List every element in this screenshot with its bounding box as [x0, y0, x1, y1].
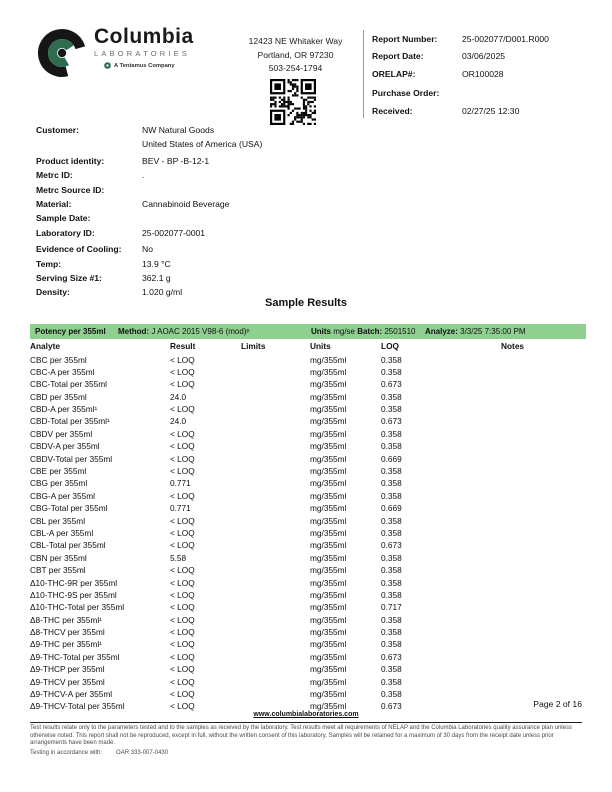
value-cell — [241, 663, 310, 675]
value-cell: mg/355ml — [310, 540, 347, 551]
sample-info-row — [36, 137, 581, 151]
table-row — [30, 577, 586, 589]
value-cell: mg/355ml — [310, 441, 347, 452]
value-cell — [241, 465, 310, 477]
table-row — [30, 539, 586, 551]
value-cell: mg/355ml — [310, 676, 347, 687]
value-cell: mg/355ml — [310, 651, 347, 662]
value-cell — [241, 589, 310, 601]
header-divider — [363, 30, 364, 118]
value-cell: mg/355ml — [310, 602, 347, 613]
value-cell — [241, 502, 310, 514]
value-cell — [241, 428, 310, 440]
value-cell — [501, 391, 586, 403]
value-cell — [501, 366, 586, 378]
analyte-cell: Δ8-THC per 355ml¹ — [30, 614, 102, 625]
analyte-cell: CBDV per 355ml — [30, 428, 93, 439]
value-cell: < LOQ — [170, 527, 195, 538]
value-cell: 0.771 — [170, 503, 191, 514]
columbia-logo — [36, 26, 194, 80]
address-line: 503-254-1794 — [268, 63, 323, 73]
analyte-cell: CBD-Total per 355ml¹ — [30, 416, 110, 427]
table-row — [30, 601, 586, 613]
analyte-cell: CBDV-A per 355ml — [30, 441, 100, 452]
table-row — [30, 552, 586, 564]
report-info-label: Received: — [372, 105, 413, 116]
analyte-cell: CBE per 355ml — [30, 466, 87, 477]
value-cell: < LOQ — [170, 614, 195, 625]
value-cell — [501, 614, 586, 626]
value-cell: mg/355ml — [310, 664, 347, 675]
value-cell: < LOQ — [170, 676, 195, 687]
value-cell: < LOQ — [170, 428, 195, 439]
analyte-cell: CBG-Total per 355ml — [30, 503, 108, 514]
value-cell — [501, 403, 586, 415]
logo-brand: Columbia — [94, 25, 194, 48]
report-info-label: Report Date: — [372, 51, 424, 62]
sample-info-row — [36, 226, 581, 240]
table-row — [30, 453, 586, 465]
value-cell — [501, 490, 586, 502]
column-header: LOQ — [381, 341, 399, 352]
value-cell: mg/355ml — [310, 689, 347, 700]
sample-info-row — [36, 242, 581, 256]
value-cell: mg/355ml — [310, 428, 347, 439]
sample-info-label: Metrc ID: — [36, 170, 73, 181]
report-info-label: Purchase Order: — [372, 88, 440, 99]
value-cell: mg/355ml — [310, 552, 347, 563]
value-cell: 0.358 — [381, 366, 402, 377]
value-cell: mg/355ml — [310, 453, 347, 464]
value-cell — [501, 440, 586, 452]
value-cell — [241, 490, 310, 502]
analyte-cell: CBL per 355ml — [30, 515, 86, 526]
table-row — [30, 564, 586, 576]
analyte-cell: CBG per 355ml — [30, 478, 88, 489]
value-cell — [241, 515, 310, 527]
logo-subtitle: LABORATORIES — [94, 49, 191, 58]
value-cell: mg/355ml — [310, 627, 347, 638]
value-cell — [241, 601, 310, 613]
table-row — [30, 354, 586, 366]
results-table — [30, 324, 586, 713]
value-cell: < LOQ — [170, 490, 195, 501]
testing-accordance: Testing in accordance with: OAR 333-007-0430 — [30, 749, 169, 756]
report-info-row — [372, 48, 586, 65]
analyte-cell: Δ8-THCV per 355ml — [30, 627, 105, 638]
value-cell: 0.358 — [381, 391, 402, 402]
value-cell: < LOQ — [170, 664, 195, 675]
value-cell: < LOQ — [170, 441, 195, 452]
tentamus-icon — [104, 62, 111, 69]
value-cell: < LOQ — [170, 689, 195, 700]
band-analyze: Analyze: 3/3/25 7:35:00 PM — [425, 327, 526, 336]
value-cell: 0.669 — [381, 453, 402, 464]
sample-info-value: 13.9 °C — [142, 258, 171, 269]
value-cell — [501, 651, 586, 663]
column-header: Result — [170, 341, 196, 352]
analyte-cell: CBD per 355ml — [30, 391, 87, 402]
table-row — [30, 477, 586, 489]
sample-info-label — [36, 137, 142, 151]
value-cell: 0.358 — [381, 478, 402, 489]
sample-info-value: 1.020 g/ml — [142, 287, 183, 298]
value-cell — [241, 577, 310, 589]
value-cell: mg/355ml — [310, 527, 347, 538]
value-cell — [241, 614, 310, 626]
sample-info-row — [36, 168, 581, 182]
value-cell — [501, 539, 586, 551]
analyte-cell: Δ10-THC-9R per 355ml — [30, 577, 118, 588]
value-cell: 0.358 — [381, 490, 402, 501]
value-cell: 0.358 — [381, 676, 402, 687]
logo-text — [94, 26, 194, 69]
analyte-cell: Δ9-THC-Total per 355ml — [30, 651, 120, 662]
sample-info-value: BEV - BP -B-12-1 — [142, 156, 210, 167]
table-row — [30, 428, 586, 440]
sample-info-label: Metrc Source ID: — [36, 184, 105, 195]
logo-tagline: A Tentamus Company — [104, 62, 194, 69]
table-body — [30, 354, 586, 713]
results-header-band — [30, 324, 586, 339]
value-cell — [501, 676, 586, 688]
value-cell: 0.358 — [381, 664, 402, 675]
value-cell: < LOQ — [170, 466, 195, 477]
value-cell — [501, 564, 586, 576]
sample-info-row — [36, 154, 581, 168]
value-cell: 0.358 — [381, 552, 402, 563]
value-cell: 0.358 — [381, 527, 402, 538]
value-cell — [501, 638, 586, 650]
sample-info-row — [36, 257, 581, 271]
analyte-cell: Δ10-THC-9S per 355ml — [30, 589, 117, 600]
value-cell: mg/355ml — [310, 366, 347, 377]
value-cell: 0.358 — [381, 515, 402, 526]
table-row — [30, 465, 586, 477]
table-row — [30, 490, 586, 502]
report-info-value: 03/06/2025 — [462, 51, 506, 62]
value-cell: < LOQ — [170, 589, 195, 600]
sample-info-label: Evidence of Cooling: — [36, 244, 122, 255]
analyte-cell: Δ10-THC-Total per 355ml — [30, 602, 125, 613]
value-cell: 0.358 — [381, 577, 402, 588]
value-cell: 0.717 — [381, 602, 402, 613]
column-header: Notes — [501, 341, 525, 352]
value-cell: 0.358 — [381, 589, 402, 600]
value-cell: 0.771 — [170, 478, 191, 489]
value-cell: 0.358 — [381, 428, 402, 439]
table-row — [30, 440, 586, 452]
value-cell: mg/355ml — [310, 416, 347, 427]
value-cell — [501, 415, 586, 427]
table-row — [30, 515, 586, 527]
table-row — [30, 527, 586, 539]
analyte-cell: CBD-A per 355ml¹ — [30, 404, 98, 415]
value-cell — [501, 502, 586, 514]
value-cell: < LOQ — [170, 577, 195, 588]
band-units-batch: Units mg/se Batch: 2501510 — [311, 327, 416, 336]
value-cell — [241, 638, 310, 650]
sample-info-value: United States of America (USA) — [142, 139, 263, 150]
value-cell — [241, 564, 310, 576]
value-cell: 0.358 — [381, 466, 402, 477]
analyte-cell: Δ9-THCP per 355ml — [30, 664, 105, 675]
value-cell — [241, 403, 310, 415]
value-cell: mg/355ml — [310, 589, 347, 600]
table-row — [30, 391, 586, 403]
sample-info-value: No — [142, 244, 153, 255]
report-info-row — [372, 66, 586, 83]
value-cell: < LOQ — [170, 701, 195, 712]
value-cell: mg/355ml — [310, 490, 347, 501]
value-cell: mg/355ml — [310, 614, 347, 625]
value-cell — [501, 626, 586, 638]
analyte-cell: CBL-A per 355ml — [30, 527, 94, 538]
analyte-cell: Δ9-THC per 355ml¹ — [30, 639, 102, 650]
report-info-value: 02/27/25 12:30 — [462, 105, 520, 116]
disclaimer-text: Test results relate only to the parameters tested and to the samples as received by the laboratory. Test results meet all requirements of NELAP and the Columbia Laboratories quality assurance plan unless otherwise noted. This report shall not be reproduced, except in full, without the written consent of this laboratory. Samples will be retained for a maximum of 30 days from the receipt date unless prior arrangements have been made. — [30, 725, 572, 747]
value-cell: 0.358 — [381, 565, 402, 576]
sample-info-label: Temp: — [36, 258, 62, 269]
sample-info-row — [36, 197, 581, 211]
value-cell: mg/355ml — [310, 354, 347, 365]
band-title: Potency per 355ml — [35, 327, 106, 336]
website-link: www.columbialaboratories.com — [253, 711, 359, 718]
table-row — [30, 651, 586, 663]
value-cell — [241, 366, 310, 378]
value-cell: < LOQ — [170, 404, 195, 415]
table-row — [30, 614, 586, 626]
address-line: Portland, OR 97230 — [257, 49, 334, 60]
value-cell — [241, 415, 310, 427]
report-info-row — [372, 31, 586, 48]
sample-info-label: Customer: — [36, 125, 79, 135]
value-cell: < LOQ — [170, 540, 195, 551]
report-info-row — [372, 103, 586, 120]
value-cell: < LOQ — [170, 602, 195, 613]
column-header: Units — [310, 341, 331, 352]
value-cell: mg/355ml — [310, 503, 347, 514]
value-cell: < LOQ — [170, 651, 195, 662]
sample-info-value: Cannabinoid Beverage — [142, 198, 230, 209]
report-info-value: OR100028 — [462, 68, 504, 79]
value-cell: < LOQ — [170, 515, 195, 526]
value-cell: 0.673 — [381, 701, 402, 712]
analyte-cell: CBG-A per 355ml — [30, 490, 96, 501]
table-row — [30, 589, 586, 601]
sample-info-row — [36, 211, 581, 225]
analyte-cell: CBC-A per 355ml — [30, 366, 95, 377]
value-cell: 0.358 — [381, 627, 402, 638]
table-row — [30, 502, 586, 514]
columbia-logo-mark — [36, 26, 88, 80]
value-cell — [241, 552, 310, 564]
value-cell: mg/355ml — [310, 577, 347, 588]
analyte-cell: Δ9-THCV-Total per 355ml — [30, 701, 125, 712]
value-cell — [241, 676, 310, 688]
table-row — [30, 638, 586, 650]
value-cell — [501, 527, 586, 539]
value-cell: 24.0 — [170, 416, 187, 427]
value-cell — [501, 378, 586, 390]
value-cell: < LOQ — [170, 639, 195, 650]
value-cell: mg/355ml — [310, 565, 347, 576]
value-cell: < LOQ — [170, 366, 195, 377]
table-row — [30, 663, 586, 675]
value-cell — [501, 428, 586, 440]
value-cell: mg/355ml — [310, 478, 347, 489]
sample-info-row — [36, 183, 581, 197]
address-line: 12423 NE Whitaker Way — [248, 36, 343, 46]
table-row — [30, 378, 586, 390]
value-cell: 5.58 — [170, 552, 187, 563]
value-cell — [241, 453, 310, 465]
sample-info-row — [36, 271, 581, 285]
value-cell: 0.673 — [381, 379, 402, 390]
value-cell — [501, 465, 586, 477]
value-cell: mg/355ml — [310, 404, 347, 415]
analyte-cell: CBC-Total per 355ml — [30, 379, 108, 390]
lab-address — [218, 35, 373, 76]
sample-info-label: Product identity: — [36, 156, 105, 167]
value-cell: < LOQ — [170, 627, 195, 638]
value-cell: 0.673 — [381, 540, 402, 551]
report-info-label: Report Number: — [372, 34, 438, 44]
value-cell — [241, 527, 310, 539]
sample-info-value: . — [142, 170, 145, 181]
value-cell: 0.358 — [381, 639, 402, 650]
sample-info-label: Material: — [36, 198, 72, 209]
value-cell — [241, 440, 310, 452]
value-cell: < LOQ — [170, 565, 195, 576]
band-method: Method: J AOAC 2015 V98-6 (mod)ᵖ — [118, 327, 250, 336]
value-cell: 0.358 — [381, 441, 402, 452]
value-cell — [501, 453, 586, 465]
value-cell — [241, 378, 310, 390]
analyte-cell: CBT per 355ml — [30, 565, 86, 576]
report-info-label: ORELAP#: — [372, 68, 416, 79]
table-column-headers — [30, 339, 586, 354]
value-cell: 24.0 — [170, 391, 187, 402]
sample-info-label: Sample Date: — [36, 213, 91, 224]
value-cell: < LOQ — [170, 354, 195, 365]
value-cell: mg/355ml — [310, 379, 347, 390]
footer-disclaimer — [30, 725, 582, 757]
value-cell — [501, 589, 586, 601]
value-cell — [241, 539, 310, 551]
report-info-row — [372, 85, 586, 102]
sample-info-label: Serving Size #1: — [36, 272, 102, 283]
column-header: Analyte — [30, 341, 60, 352]
analyte-cell: CBL-Total per 355ml — [30, 540, 106, 551]
analyte-cell: Δ9-THCV per 355ml — [30, 676, 105, 687]
value-cell — [501, 663, 586, 675]
value-cell: mg/355ml — [310, 701, 347, 712]
value-cell: 0.358 — [381, 404, 402, 415]
analyte-cell: CBDV-Total per 355ml — [30, 453, 113, 464]
analyte-cell: Δ9-THCV-A per 355ml — [30, 689, 113, 700]
sample-info-row — [36, 123, 581, 137]
report-info — [372, 31, 586, 120]
column-header: Limits — [241, 341, 266, 352]
value-cell: 0.358 — [381, 689, 402, 700]
value-cell — [241, 688, 310, 700]
value-cell — [501, 515, 586, 527]
table-row — [30, 688, 586, 700]
value-cell — [241, 477, 310, 489]
value-cell: 0.673 — [381, 416, 402, 427]
value-cell — [241, 391, 310, 403]
value-cell — [501, 552, 586, 564]
value-cell — [501, 577, 586, 589]
value-cell — [501, 477, 586, 489]
sample-info-value: 25-002077-0001 — [142, 227, 206, 238]
sample-info-label: Density: — [36, 287, 70, 298]
value-cell: < LOQ — [170, 379, 195, 390]
analyte-cell: CBN per 355ml — [30, 552, 87, 563]
section-title: Sample Results — [265, 297, 347, 309]
value-cell: 0.669 — [381, 503, 402, 514]
value-cell: 0.358 — [381, 354, 402, 365]
table-row — [30, 403, 586, 415]
value-cell — [241, 354, 310, 366]
footer-divider — [30, 722, 582, 723]
value-cell: 0.358 — [381, 614, 402, 625]
analyte-cell: CBC per 355ml — [30, 354, 87, 365]
sample-info — [36, 123, 581, 300]
value-cell — [241, 626, 310, 638]
value-cell — [501, 601, 586, 613]
value-cell: mg/355ml — [310, 391, 347, 402]
value-cell: < LOQ — [170, 453, 195, 464]
sample-info-value: NW Natural Goods — [142, 125, 215, 135]
table-row — [30, 366, 586, 378]
sample-info-label: Laboratory ID: — [36, 227, 95, 238]
table-row — [30, 626, 586, 638]
table-row — [30, 415, 586, 427]
value-cell — [501, 354, 586, 366]
value-cell — [241, 651, 310, 663]
page-number: Page 2 of 16 — [533, 699, 582, 709]
value-cell: 0.673 — [381, 651, 402, 662]
value-cell: mg/355ml — [310, 466, 347, 477]
value-cell: mg/355ml — [310, 639, 347, 650]
sample-info-value: 362.1 g — [142, 272, 171, 283]
value-cell: mg/355ml — [310, 515, 347, 526]
table-row — [30, 676, 586, 688]
report-info-value: 25-002077/D001.R000 — [462, 34, 549, 44]
